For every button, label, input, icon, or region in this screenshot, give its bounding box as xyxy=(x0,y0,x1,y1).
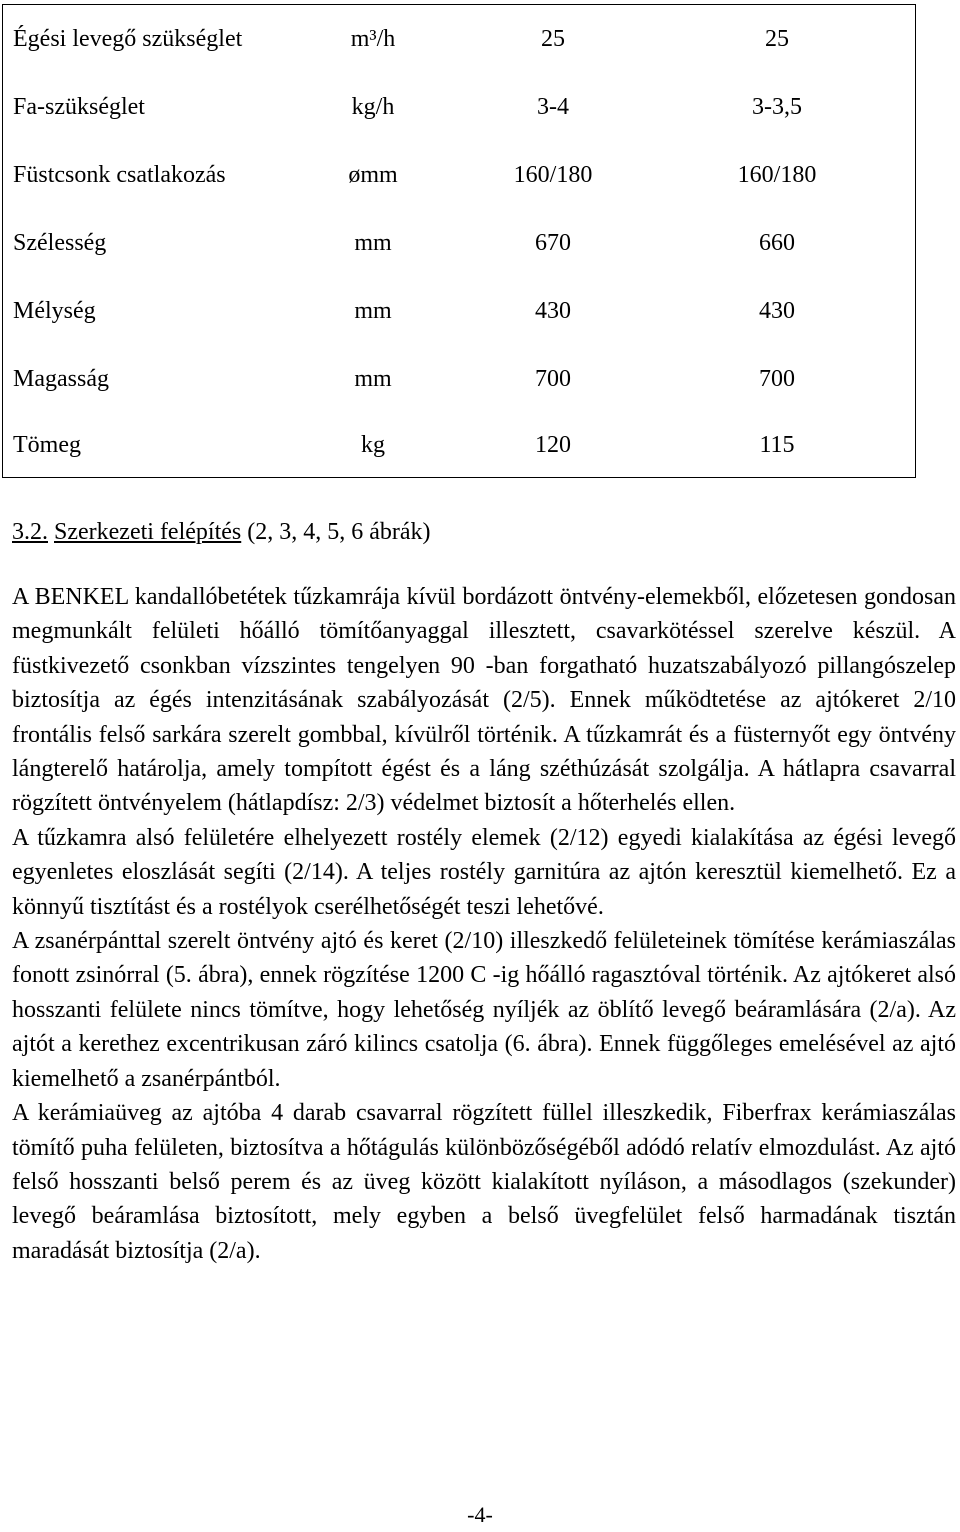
row-value-2: 660 xyxy=(759,230,795,256)
row-unit: kg/h xyxy=(351,94,395,120)
table-row xyxy=(3,209,915,277)
paragraph: A kerámiaüveg az ajtóba 4 darab csavarral rögzített füllel illeszkedik, Fiberfrax kerámiaszálas tömítő puha felületen, biztosítva a hőtágulás különbözőségéből adódó relatív elmozdulást. Az ajtó felső hosszanti belső perem és az üveg között kialakított nyíláson, a másodlagos (szekunder) levegő beáramlása biztosított, mely egyben a belső üvegfelület felső harmadának tisztán maradását biztosítja (2/a). xyxy=(12,1100,956,1264)
section-title: Szerkezeti felépítés xyxy=(54,519,242,545)
row-unit: mm xyxy=(354,230,392,256)
row-unit: ømm xyxy=(348,162,398,188)
row-unit: kg xyxy=(361,432,385,458)
row-value-1: 25 xyxy=(541,26,565,52)
paragraph: A tűzkamra alsó felületére elhelyezett rostély elemek (2/12) egyedi kialakítása az égési levegő egyenletes eloszlását segíti (2/14). A teljes rostély garnitúra az ajtón keresztül kiemelhető. Ez a könnyű tisztítást és a rostélyok cserélhetőségét teszi lehetővé. xyxy=(12,824,956,920)
row-value-2: 160/180 xyxy=(737,162,817,188)
row-name: Szélesség xyxy=(13,230,107,256)
table-row xyxy=(3,345,915,413)
section-heading xyxy=(12,515,431,549)
row-name: Fa-szükséglet xyxy=(13,94,145,120)
table-row xyxy=(3,411,915,479)
table-row xyxy=(3,5,915,73)
row-value-1: 670 xyxy=(535,230,571,256)
body-text xyxy=(12,580,956,1268)
section-suffix: (2, 3, 4, 5, 6 ábrák) xyxy=(247,519,431,545)
row-name: Égési levegő szükséglet xyxy=(13,26,243,52)
row-value-2: 115 xyxy=(759,432,795,458)
row-value-2: 700 xyxy=(759,366,795,392)
row-name: Tömeg xyxy=(13,432,81,458)
table-row xyxy=(3,277,915,345)
table-row xyxy=(3,73,915,141)
row-value-1: 120 xyxy=(535,432,571,458)
row-name: Füstcsonk csatlakozás xyxy=(13,162,226,188)
row-value-2: 430 xyxy=(759,298,795,324)
row-name: Mélység xyxy=(13,298,96,324)
row-value-1: 160/180 xyxy=(513,162,593,188)
section-number: 3.2. xyxy=(12,519,48,545)
row-value-1: 430 xyxy=(535,298,571,324)
row-unit: mm xyxy=(354,298,392,324)
page-number: -4- xyxy=(467,1502,493,1527)
paragraph: A BENKEL kandallóbetétek tűzkamrája kívül bordázott öntvény-elemekből, előzetesen gondosan megmunkált felületi hőálló tömítőanyaggal illesztett, csavarkötéssel szerelve készül. A füstkivezető csonkban vízszintes tengelyen 90 -ban forgatható huzatszabályozó pillangószelep biztosítja az égés intenzitásának szabályozását (2/5). Ennek működtetése az ajtókeret 2/10 frontális felső sarkára szerelt gombbal, kívülről történik. A tűzkamrát és a füsternyőt egy öntvény lángterelő határolja, amely tompított égést és a láng széthúzását szolgálja. A hátlapra csavarral rögzített öntvényelem (hátlapdísz: 2/3) védelmet biztosít a hőterhelés ellen. xyxy=(12,584,956,817)
spec-table xyxy=(2,4,916,478)
row-name: Magasság xyxy=(13,366,109,392)
table-row xyxy=(3,141,915,209)
paragraph: A zsanérpánttal szerelt öntvény ajtó és keret (2/10) illeszkedő felületeinek tömítése kerámiaszálas fonott zsinórral (5. ábra), ennek rögzítése 1200 C -ig hőálló ragasztóval történik. Az ajtókeret alsó hosszanti felülete nincs tömítve, hogy lehetőség nyíljék az öblítő levegő beáramlására (2/a). Az ajtót a kerethez excentrikusan záró kilincs csatolja (6. ábra). Ennek függőleges emelésével az ajtó kiemelhető a zsanérpántból. xyxy=(12,928,956,1092)
row-value-1: 3-4 xyxy=(537,94,569,120)
row-unit: mm xyxy=(354,366,392,392)
row-value-1: 700 xyxy=(535,366,571,392)
row-unit: m³/h xyxy=(350,26,396,52)
row-value-2: 3-3,5 xyxy=(752,94,802,120)
row-value-2: 25 xyxy=(765,26,789,52)
